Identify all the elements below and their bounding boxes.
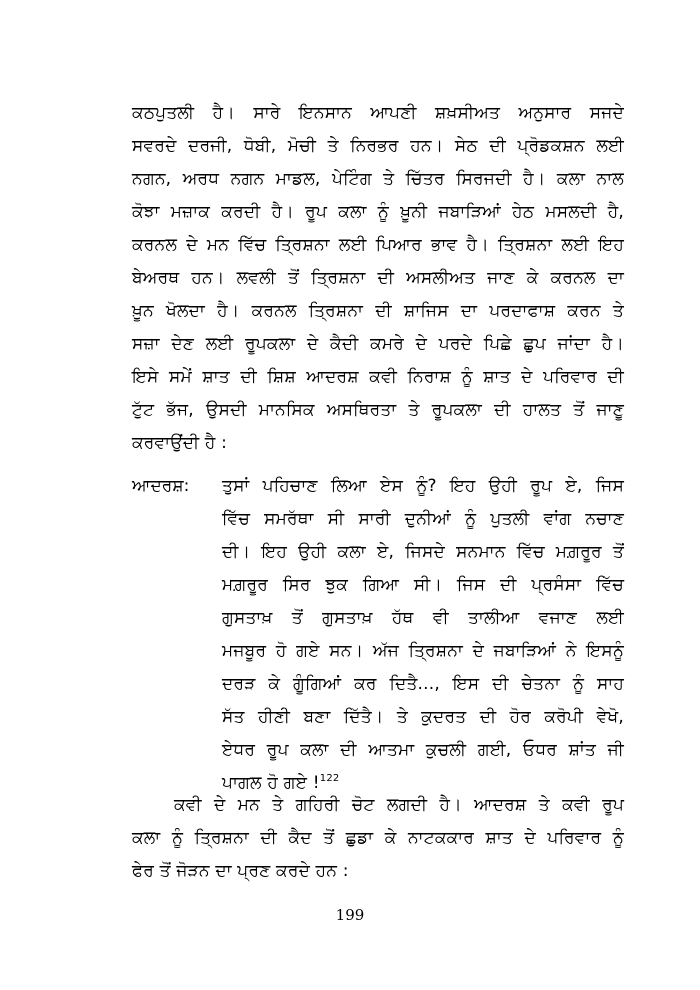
speech-line: ਗੁਸਤਾਖ਼ ਤੋਂ ਗੁਸਤਾਖ਼ ਹੱਥ ਵੀ ਤਾਲੀਆ ਵਜਾਣ ਲਈ [222,608,624,628]
text-line: ਕਵੀ ਦੇ ਮਨ ਤੇ ਗਹਿਰੀ ਚੋਟ ਲਗਦੀ ਹੈ। ਆਦਰਸ਼ ਤੇ ਕਵੀ ਰੂਪ [174,795,624,815]
text-line: ਕਠਪੁਤਲੀ ਹੈ। ਸਾਰੇ ਇਨਸਾਨ ਆਪਣੀ ਸ਼ਖ਼ਸੀਅਤ ਅਨੁਸਾਰ ਸਜਦੇ [132,103,624,123]
text-line: ਇਸੇ ਸਮੇਂ ਸ਼ਾਤ ਦੀ ਸ਼ਿਸ਼ ਆਦਰਸ਼ ਕਵੀ ਨਿਰਾਸ਼ ਨੂੰ ਸ਼ਾਤ ਦੇ ਪਰਿਵਾਰ ਦੀ [132,367,624,387]
speech-text [222,470,624,800]
paragraph-intro [132,97,624,460]
speech-line: ਤੁਸਾਂ ਪਹਿਚਾਣ ਲਿਆ ਏਸ ਨੂੰ? ਇਹ ਉਹੀ ਰੂਪ ਏ, ਜਿਸ [222,476,624,496]
speech-last-text: ਪਾਗਲ ਹੋ ਗਏ ! [222,773,320,793]
paragraph-closing [132,789,624,888]
speech-line: ਏਧਰ ਰੂਪ ਕਲਾ ਦੀ ਆਤਮਾ ਕੁਚਲੀ ਗਈ, ਓਧਰ ਸ਼ਾਂਤ ਜੀ [222,740,624,760]
text-line: ਕਲਾ ਨੂੰ ਤ੍ਰਿਸ਼ਨਾ ਦੀ ਕੈਦ ਤੋਂ ਛੁਡਾ ਕੇ ਨਾਟਕਕਾਰ ਸ਼ਾਤ ਦੇ ਪਰਿਵਾਰ ਨੂੰ [132,828,624,848]
text-line: ਸਜ਼ਾ ਦੇਣ ਲਈ ਰੂਪਕਲਾ ਦੇ ਕੈਦੀ ਕਮਰੇ ਦੇ ਪਰਦੇ ਪਿਛੇ ਛੁਪ ਜਾਂਦਾ ਹੈ। [132,334,624,354]
text-line: ਨਗਨ, ਅਰਧ ਨਗਨ ਮਾਡਲ, ਪੇਟਿੰਗ ਤੇ ਚਿੱਤਰ ਸਿਰਜਦੀ ਹੈ। ਕਲਾ ਨਾਲ [132,169,624,189]
text-line: ਕੋਝਾ ਮਜ਼ਾਕ ਕਰਦੀ ਹੈ। ਰੂਪ ਕਲਾ ਨੂੰ ਖ਼ੂਨੀ ਜਬਾੜਿਆਂ ਹੇਠ ਮਸਲਦੀ ਹੈ, [132,202,624,222]
speech-line: ਸੱਤ ਹੀਣੀ ਬਣਾ ਦਿੱਤੈ। ਤੇ ਕੁਦਰਤ ਦੀ ਹੋਰ ਕਰੋਪੀ ਵੇਖੋ, [222,707,624,727]
text-line: ਟੁੱਟ ਭੱਜ, ਉਸਦੀ ਮਾਨਸਿਕ ਅਸਥਿਰਤਾ ਤੇ ਰੂਪਕਲਾ ਦੀ ਹਾਲਤ ਤੋਂ ਜਾਣੂ [132,400,624,420]
speech-line: ਦਰੜ ਕੇ ਗੂੰਗਿਆਂ ਕਰ ਦਿਤੈ..., ਇਸ ਦੀ ਚੇਤਨਾ ਨੂੰ ਸਾਹ [222,674,624,694]
text-line: ਫੇਰ ਤੋਂ ਜੋੜਨ ਦਾ ਪ੍ਰਣ ਕਰਦੇ ਹਨ : [132,861,349,881]
speech-line: ਮਗ਼ਰੂਰ ਸਿਰ ਝੁਕ ਗਿਆ ਸੀ। ਜਿਸ ਦੀ ਪ੍ਰਸੰਸਾ ਵਿੱਚ [222,575,624,595]
speech-line: ਦੀ। ਇਹ ਉਹੀ ਕਲਾ ਏ, ਜਿਸਦੇ ਸਨਮਾਨ ਵਿੱਚ ਮਗ਼ਰੂਰ ਤੋਂ [222,542,624,562]
speech-line: ਵਿੱਚ ਸਮਰੱਥਾ ਸੀ ਸਾਰੀ ਦੁਨੀਆਂ ਨੂੰ ਪੁਤਲੀ ਵਾਂਗ ਨਚਾਣ [222,509,624,529]
text-line: ਬੇਅਰਥ ਹਨ। ਲਵਲੀ ਤੋਂ ਤ੍ਰਿਸ਼ਨਾ ਦੀ ਅਸਲੀਅਤ ਜਾਣ ਕੇ ਕਰਨਲ ਦਾ [132,268,624,288]
text-line: ਸਵਰਦੇ ਦਰਜੀ, ਧੋਬੀ, ਮੋਚੀ ਤੇ ਨਿਰਭਰ ਹਨ। ਸੇਠ ਦੀ ਪ੍ਰੋਡਕਸ਼ਨ ਲਈ [132,136,624,156]
footnote-reference[interactable]: 122 [319,773,340,784]
text-line: ਕਰਨਲ ਦੇ ਮਨ ਵਿੱਚ ਤ੍ਰਿਸ਼ਨਾ ਲਈ ਪਿਆਰ ਭਾਵ ਹੈ। ਤ੍ਰਿਸ਼ਨਾ ਲਈ ਇਹ [132,235,624,255]
text-line: ਖ਼ੂਨ ਖੋਲਦਾ ਹੈ। ਕਰਨਲ ਤ੍ਰਿਸ਼ਨਾ ਦੀ ਸ਼ਾਜਿਸ ਦਾ ਪਰਦਾਫਾਸ਼ ਕਰਨ ਤੇ [132,301,624,321]
speaker-label: ਆਦਰਸ਼: [132,476,190,496]
page-number: 199 [335,906,365,924]
speech-line: ਮਜਬੂਰ ਹੋ ਗਏ ਸਨ। ਅੱਜ ਤ੍ਰਿਸ਼ਨਾ ਦੇ ਜਬਾੜਿਆਂ ਨੇ ਇਸਨੂੰ [222,641,624,661]
text-line: ਕਰਵਾਉਂਦੀ ਹੈ : [132,433,228,453]
